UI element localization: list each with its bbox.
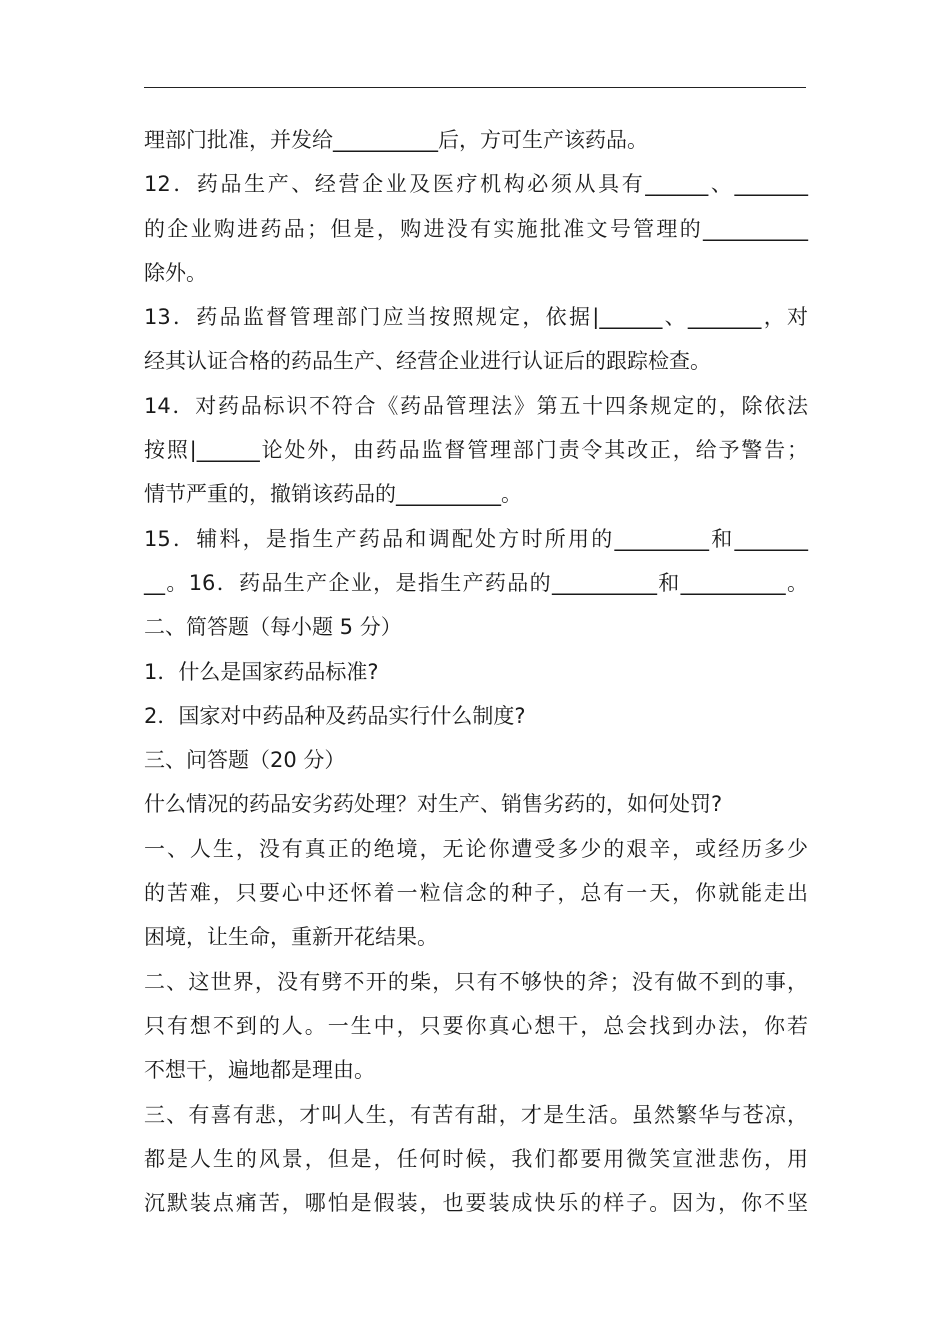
text-line: 二、这世界，没有劈不开的柴，只有不够快的斧；没有做不到的事， — [144, 969, 808, 994]
question-item: 2．国家对中药品种及药品实行什么制度? — [144, 703, 526, 728]
text-line: 只有想不到的人。一生中，只要你真心想干，总会找到办法，你若 — [144, 1013, 808, 1038]
text-line: 沉默装点痛苦，哪怕是假装，也要装成快乐的样子。因为，你不坚 — [144, 1191, 808, 1216]
text-line: 情节严重的，撤销该药品的__________。 — [144, 482, 522, 507]
text-line: 经其认证合格的药品生产、经营企业进行认证后的跟踪检查。 — [144, 349, 711, 374]
text-line: 都是人生的风景，但是，任何时候，我们都要用微笑宣泄悲伤，用 — [144, 1146, 808, 1171]
section-heading: 三、问答题（20 分） — [144, 748, 346, 773]
text-line: 困境，让生命，重新开花结果。 — [144, 925, 438, 950]
section-heading: 二、简答题（每小题 5 分） — [144, 615, 402, 640]
text-line: 理部门批准，并发给__________后，方可生产该药品。 — [144, 128, 648, 152]
question-item: 1．什么是国家药品标准? — [144, 659, 379, 684]
text-line: 13．药品监督管理部门应当按照规定，依据|______、_______，对 — [144, 305, 808, 330]
text-line: 一、人生，没有真正的绝境，无论你遭受多少的艰辛，或经历多少 — [144, 836, 808, 861]
header-rule — [144, 87, 806, 88]
text-line: 除外。 — [144, 260, 207, 285]
question-item: 什么情况的药品安劣药处理？对生产、销售劣药的，如何处罚? — [144, 792, 723, 817]
document-body — [144, 118, 808, 1225]
text-line: 15．辅料，是指生产药品和调配处方时所用的_________和_______ — [144, 526, 808, 551]
text-line: 的企业购进药品；但是，购进没有实施批准文号管理的__________ — [144, 216, 808, 241]
text-line: 12．药品生产、经营企业及医疗机构必须从具有______、_______ — [144, 172, 808, 197]
text-line: __。16．药品生产企业，是指生产药品的__________和__________。 — [144, 570, 808, 595]
text-line: 的苦难，只要心中还怀着一粒信念的种子，总有一天，你就能走出 — [144, 881, 808, 906]
text-line: 不想干，遍地都是理由。 — [144, 1058, 375, 1083]
text-line: 三、有喜有悲，才叫人生，有苦有甜，才是生活。虽然繁华与苍凉， — [144, 1102, 808, 1127]
text-line: 按照|______论处外，由药品监督管理部门责令其改正，给予警告； — [144, 438, 808, 463]
text-line: 14．对药品标识不符合《药品管理法》第五十四条规定的，除依法 — [144, 393, 808, 418]
